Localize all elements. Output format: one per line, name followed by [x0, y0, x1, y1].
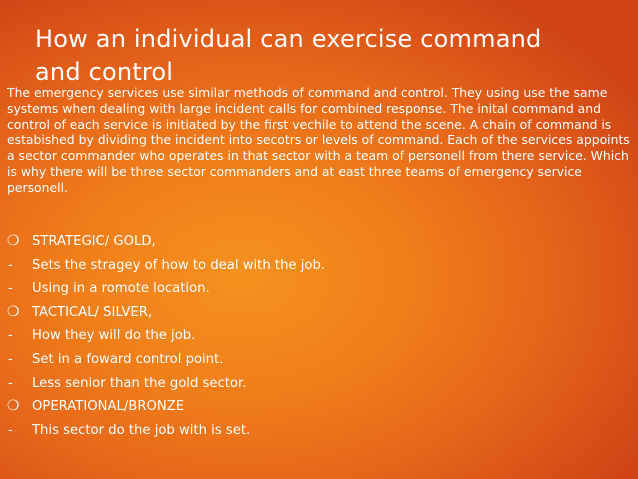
bullet-text: Less senior than the gold sector.	[32, 375, 247, 391]
bullet-text: TACTICAL/ SILVER,	[32, 304, 153, 320]
bullet-text: This sector do the job with is set.	[32, 422, 251, 438]
bullet-text: Set in a foward control point.	[32, 351, 224, 367]
dash-marker: -	[8, 257, 13, 273]
dash-marker: -	[8, 328, 13, 344]
bullet-sub-item	[7, 258, 627, 282]
dash-marker: -	[8, 351, 13, 367]
bullet-text: Sets the stragey of how to deal with the job.	[32, 257, 326, 273]
bullet-text: STRATEGIC/ GOLD,	[32, 234, 156, 249]
slide-title-line-2: and control	[35, 58, 174, 86]
bullet-strategic-gold	[7, 234, 627, 258]
bullet-sub-item	[7, 281, 627, 305]
bullet-text: How they will do the job.	[32, 328, 196, 344]
bullet-circle-icon: ❍	[7, 233, 20, 249]
bullet-sub-item	[7, 352, 627, 376]
dash-marker: -	[8, 375, 13, 391]
bullet-circle-icon: ❍	[7, 398, 20, 415]
bullet-circle-icon: ❍	[7, 303, 20, 320]
dash-marker: -	[8, 422, 13, 438]
intro-paragraph: The emergency services use similar methods of command and control. They using use the same systems when dealing with large incident calls for combined response. The inital command and control of each service is initiated by the first vechile to attend the scene. A chain of command is estabished by dividing the incident into secotrs or levels of command. Each of the services appoints a sector commander who operates in that sector with a team of personell from there service. Which is why there will be three sector commanders and at east three teams of emergency service personell.	[7, 85, 630, 195]
bullet-sub-item	[7, 423, 627, 447]
bullet-sub-item	[7, 376, 627, 400]
bullet-operational-bronze	[7, 399, 627, 423]
bullet-list	[7, 234, 627, 446]
bullet-text: Using in a romote location.	[32, 281, 210, 297]
slide-title	[35, 23, 625, 89]
bullet-tactical-silver	[7, 305, 627, 329]
slide-title-line-1: How an individual can exercise command	[35, 25, 542, 53]
bullet-text: OPERATIONAL/BRONZE	[32, 399, 185, 415]
bullet-sub-item	[7, 328, 627, 352]
dash-marker: -	[8, 281, 13, 297]
